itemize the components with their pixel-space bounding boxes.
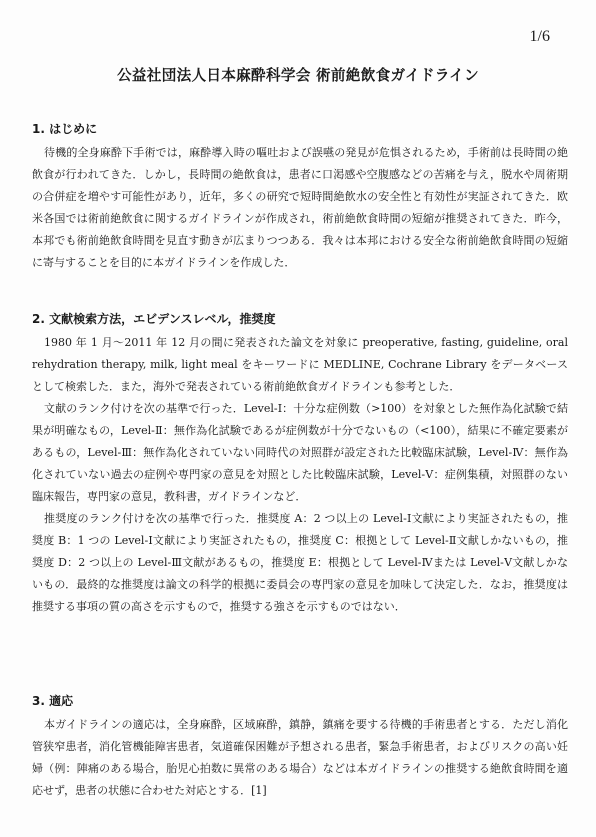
document-title: 公益社団法人日本麻酔科学会 術前絶飲食ガイドライン xyxy=(117,67,479,84)
section-heading: 3. 適応 xyxy=(32,694,74,708)
section-literature-search xyxy=(32,310,568,618)
section-heading: 1. はじめに xyxy=(32,122,98,136)
section-heading: 2. 文献検索方法，エビデンスレベル，推奨度 xyxy=(32,312,276,326)
section-indications xyxy=(32,692,568,802)
paragraph: 待機的全身麻酔下手術では，麻酔導入時の嘔吐および誤嚥の発見が危惧されるため，手術前は長時間の絶飲食が行われてきた．しかし，長時間の絶飲食は，患者に口渇感や空腹感などの苦痛を与え，脱水や周術期の合併症を増やす可能性があり，近年，多くの研究で短時間絶飲水の安全性と有効性が実証されてきた．欧米各国では術前絶飲食に関するガイドラインが作成され，術前絶飲食時間の短縮が推奨されてきた．昨今，本邦でも術前絶飲食時間を見直す動きが広まりつつある．我々は本邦における安全な術前絶飲食時間の短縮に寄与することを目的に本ガイドラインを作成した． xyxy=(32,146,568,269)
paragraph: 1980 年 1 月～2011 年 12 月の間に発表された論文を対象に preoperative, fasting, guideline, oral rehydration therapy, milk, light meal をキーワードに MEDLINE, Cochrane Library をデータベースとして検索した．また，海外で発表されている術前絶飲食ガイドラインも参考とした． xyxy=(32,336,568,393)
paragraph: 推奨度のランク付けを次の基準で行った．推奨度 A：2 つ以上の Level-Ⅰ文献により実証されたもの，推奨度 B：1 つの Level-Ⅰ文献により実証されたもの，推奨度 C：根拠として Level-Ⅱ文献しかないもの，推奨度 D：2 つ以上の Level-Ⅲ文献があるもの，推奨度 E：根拠として Level-Ⅳまたは Level-Ⅴ文献しかないもの．最終的な推奨度は論文の科学的根拠に委員会の専門家の意見を加味して決定した．なお，推奨度は推奨する事項の質の高さを示すもので，推奨する強さを示すものではない． xyxy=(32,512,568,613)
page-number: 1/6 xyxy=(529,28,550,45)
paragraph: 本ガイドラインの適応は，全身麻酔，区域麻酔，鎮静，鎮痛を要する待機的手術患者とする．ただし消化管狭窄患者，消化管機能障害患者，気道確保困難が予想される患者，緊急手術患者，およびリスクの高い妊婦（例：陣痛のある場合，胎児心拍数に異常のある場合）などは本ガイドラインの推奨する絶飲食時間を適応せず，患者の状態に合わせた対応とする．[1] xyxy=(32,718,568,797)
paragraph: 文献のランク付けを次の基準で行った．Level-Ⅰ：十分な症例数（>100）を対象とした無作為化試験で結果が明確なもの，Level-Ⅱ：無作為化試験であるが症例数が十分でないもの（<100），結果に不確定要素があるもの，Level-Ⅲ：無作為化されていない同時代の対照群が設定された比較臨床試験，Level-Ⅳ：無作為化されていない過去の症例や専門家の意見を対照とした比較臨床試験，Level-Ⅴ：症例集積，対照群のない臨床報告，専門家の意見，教科書，ガイドラインなど． xyxy=(32,402,568,503)
section-introduction xyxy=(32,120,568,274)
